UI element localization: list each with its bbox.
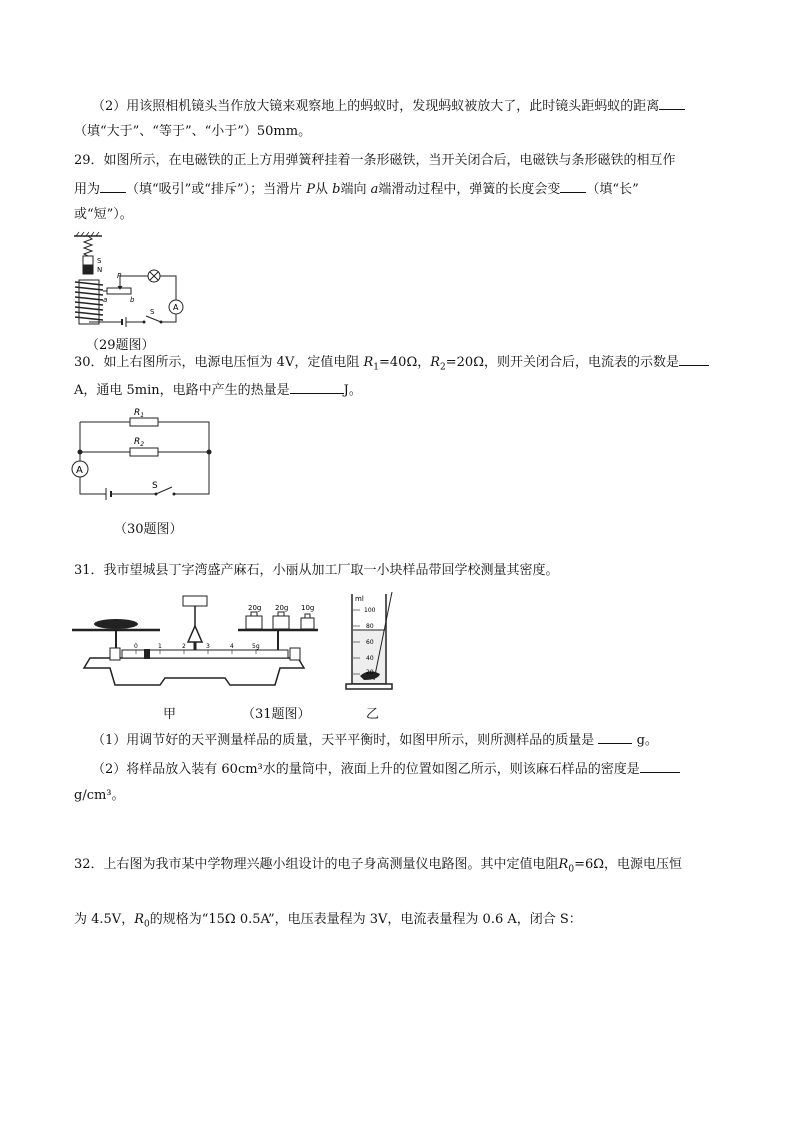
scale-tick: 0 <box>134 643 138 650</box>
q30-text-2a: A，通电 5min，电路中产生的热量是 <box>74 383 290 398</box>
balance-base <box>84 658 304 685</box>
q29-text-2e: 端滑动过程中，弹簧的长度会变 <box>378 182 561 197</box>
scale-tick: 4 <box>230 643 234 650</box>
balance-figure <box>70 590 320 695</box>
q29-text-2b: （填“吸引”或“排斥”）；当滑片 <box>126 182 303 197</box>
q31-sub2-unit: g/cm³。 <box>74 788 125 803</box>
unit-label: ml <box>355 595 364 603</box>
cylinder-tick: 100 <box>364 607 376 614</box>
balance-nut-right[interactable] <box>290 648 300 660</box>
weight <box>301 618 314 629</box>
weight-label: 20g <box>275 604 289 612</box>
parallel-circuit-figure <box>70 402 220 502</box>
cylinder-tick: 20 <box>366 669 374 676</box>
var-b: b <box>332 182 341 197</box>
q30-r2-value: =20Ω，则开关闭合后，电流表的示数是 <box>445 355 679 370</box>
dial <box>183 596 207 606</box>
var-r: R <box>134 912 144 927</box>
scale-tick: 1 <box>158 643 162 650</box>
scale-tick: 2 <box>182 643 186 650</box>
q29-text-3: 或“短”）。 <box>74 207 133 222</box>
var-a: a <box>370 182 379 197</box>
answer-blank[interactable] <box>679 353 709 366</box>
q31-sub2-unit-line <box>74 788 125 804</box>
answer-blank[interactable] <box>659 97 685 110</box>
q29-caption: （29题图） <box>86 338 155 353</box>
label-p: P <box>117 272 122 280</box>
switch[interactable] <box>156 487 172 494</box>
var-r0: R <box>558 857 569 872</box>
junction-right <box>207 450 212 455</box>
q28-2-line1 <box>92 97 685 115</box>
q31-sub2-text: （2）将样品放入装有 60cm³水的量筒中，液面上升的位置如图乙所示，则该麻石样品的密度是 <box>92 762 640 777</box>
var-r2: R <box>430 355 441 370</box>
electromagnet-figure <box>70 230 200 330</box>
q31-sub2 <box>92 760 680 778</box>
label-b: b <box>130 296 135 304</box>
answer-blank[interactable] <box>560 180 586 193</box>
magnet-s-pole <box>83 256 93 265</box>
weight <box>246 616 262 629</box>
scale-tick: 3 <box>206 643 210 650</box>
var-r1-sub: 1 <box>373 362 380 373</box>
scale-tick: 5g <box>252 643 260 650</box>
q29-text-1: 29．如图所示，在电磁铁的正上方用弹簧秤挂着一条形磁铁，当开关闭合后，电磁铁与条形磁铁的相互作 <box>74 153 676 168</box>
weight-label: 10g <box>301 604 315 612</box>
answer-blank[interactable] <box>100 180 126 193</box>
resistor-r2 <box>130 448 158 456</box>
balance-nut-left[interactable] <box>110 648 120 660</box>
answer-blank[interactable] <box>290 381 344 394</box>
answer-blank[interactable] <box>598 731 632 744</box>
q32-text-2b: 的规格为“15Ω 0.5A”，电压表量程为 3V，电流表量程为 0.6 A，闭合 S： <box>149 912 582 927</box>
q29-line2 <box>74 180 639 198</box>
weight-label: 20g <box>248 604 262 612</box>
q31-sub1 <box>92 731 658 749</box>
q31-sub1-text: （1）用调节好的天平测量样品的质量，天平平衡时，如图甲所示，则所测样品的质量是 <box>92 733 595 748</box>
q30-text-2b: J。 <box>343 383 362 398</box>
q29-text-2d: 端向 <box>340 182 367 197</box>
var-r-sub: 0 <box>144 919 150 930</box>
var-r1: R <box>363 355 374 370</box>
switch-label: S <box>150 308 155 316</box>
r2-label: $R_2$ <box>134 437 145 448</box>
q31-intro <box>74 563 559 579</box>
spring <box>84 236 92 256</box>
q29-line3 <box>74 207 133 223</box>
q30-text-1a: 30．如上右图所示，电源电压恒为 4V，定值电阻 <box>74 355 360 370</box>
q31-sub1-unit: g。 <box>636 733 658 748</box>
cylinder-tick: 60 <box>366 639 374 646</box>
q30-caption: （30题图） <box>114 522 183 537</box>
answer-blank[interactable] <box>640 760 680 773</box>
label-s: S <box>97 257 102 265</box>
junction-left <box>78 450 83 455</box>
weight <box>273 616 289 629</box>
var-r0-sub: 0 <box>568 864 575 875</box>
magnet-n-pole <box>83 265 93 274</box>
q30-r1-value: =40Ω， <box>379 355 431 370</box>
q32-text-1a: 32．上右图为我市某中学物理兴趣小组设计的电子身高测量仪电路图。其中定值电阻 <box>74 857 559 872</box>
label-a: a <box>103 296 108 304</box>
q30-line1 <box>74 353 709 376</box>
q29-line1 <box>74 153 676 169</box>
switch-label: S <box>152 481 158 491</box>
q31-caption: （31题图） <box>242 707 311 722</box>
cylinder-figure <box>338 588 408 693</box>
cylinder-tick: 80 <box>366 623 374 630</box>
caption-yi: 乙 <box>366 707 380 722</box>
var-p: P <box>306 182 315 197</box>
label-n: N <box>97 266 103 274</box>
q29-text-2f: （填“长” <box>586 182 639 197</box>
q32-text-2a: 为 4.5V， <box>74 912 135 927</box>
caption-jia: 甲 <box>163 707 177 722</box>
q29-text-2c: 从 <box>315 182 329 197</box>
q29-text-2a: 用为 <box>74 182 101 197</box>
rider[interactable] <box>144 649 150 659</box>
switch[interactable] <box>146 316 161 322</box>
q32-line1 <box>74 857 682 878</box>
r1-label: $R_1$ <box>134 408 145 419</box>
cylinder-tick: 40 <box>366 655 374 662</box>
resistor-r1 <box>130 418 158 426</box>
q31-text: 31．我市望城县丁字湾盛产麻石，小丽从加工厂取一小块样品带回学校测量其密度。 <box>74 563 559 578</box>
stone-sample <box>94 619 138 629</box>
var-r2-sub: 2 <box>440 362 446 373</box>
q28-2-text-2: （填“大于”、“等于”、“小于”）50mm。 <box>74 124 312 139</box>
rheostat <box>107 288 131 294</box>
q28-2-text: （2）用该照相机镜头当作放大镜来观察地上的蚂蚁时，发现蚂蚁被放大了，此时镜头距蚂蚁的距离 <box>92 99 660 114</box>
ammeter-label: A <box>173 303 179 312</box>
q32-text-1b: =6Ω，电源电压恒 <box>574 857 683 872</box>
q28-2-line2 <box>74 124 311 140</box>
ammeter-label: A <box>76 465 83 476</box>
q30-line2 <box>74 381 362 399</box>
q32-line2 <box>74 912 582 933</box>
